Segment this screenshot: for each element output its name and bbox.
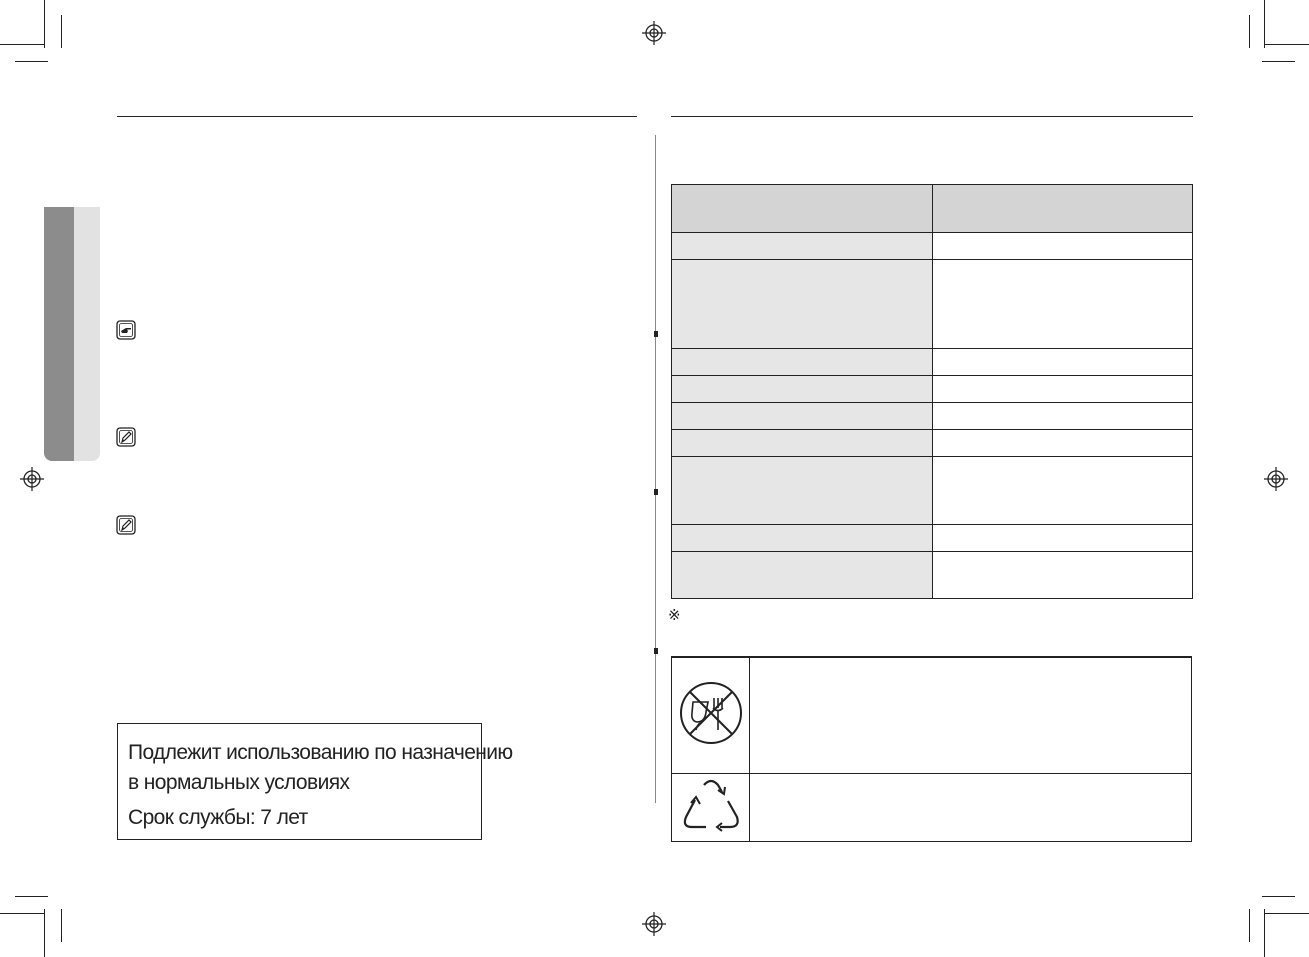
spec-value-cell bbox=[932, 430, 1193, 457]
table-row bbox=[672, 657, 1192, 773]
table-row bbox=[672, 430, 1193, 457]
service-life-box bbox=[117, 723, 513, 840]
table-row bbox=[672, 552, 1193, 599]
gutter-line bbox=[655, 135, 656, 803]
table-row bbox=[672, 457, 1193, 525]
registration-mark-icon bbox=[641, 20, 667, 46]
spec-value-cell bbox=[932, 349, 1193, 376]
table-row bbox=[672, 525, 1193, 552]
spec-key-cell bbox=[672, 376, 933, 403]
spec-key-cell bbox=[672, 233, 933, 260]
table-row bbox=[672, 376, 1193, 403]
symbol-description-cell bbox=[750, 773, 1192, 841]
registration-mark-icon bbox=[1263, 466, 1289, 492]
gutter-marker bbox=[654, 648, 658, 654]
spec-value-cell bbox=[932, 552, 1193, 599]
service-line-3: Срок службы: 7 лет bbox=[128, 806, 308, 829]
spec-key-cell bbox=[672, 403, 933, 430]
section-tab-edge bbox=[74, 207, 100, 461]
spec-value-cell bbox=[932, 260, 1193, 349]
registration-mark-icon bbox=[19, 466, 45, 492]
table-row bbox=[672, 349, 1193, 376]
header-cell bbox=[672, 185, 933, 233]
spec-key-cell bbox=[672, 430, 933, 457]
symbols-table bbox=[671, 656, 1192, 842]
table-row bbox=[672, 773, 1192, 841]
spec-key-cell bbox=[672, 525, 933, 552]
spec-key-cell bbox=[672, 552, 933, 599]
spec-value-cell bbox=[932, 376, 1193, 403]
footnote-symbol: ※ bbox=[668, 606, 681, 624]
service-line-1: Подлежит использованию по назначению bbox=[128, 741, 513, 764]
spec-key-cell bbox=[672, 260, 933, 349]
gutter-marker bbox=[654, 331, 658, 337]
spec-key-cell bbox=[672, 349, 933, 376]
spec-value-cell bbox=[932, 457, 1193, 525]
symbol-icon-cell bbox=[672, 657, 750, 773]
header-cell bbox=[932, 185, 1193, 233]
gutter-marker bbox=[654, 489, 658, 495]
spec-key-cell bbox=[672, 457, 933, 525]
recycle-triangle-icon bbox=[680, 775, 742, 835]
spec-value-cell bbox=[932, 525, 1193, 552]
pointing-hand-note-icon bbox=[116, 320, 136, 340]
table-row bbox=[672, 233, 1193, 260]
spec-value-cell bbox=[932, 233, 1193, 260]
table-row bbox=[672, 403, 1193, 430]
symbol-icon-cell bbox=[672, 773, 750, 841]
pen-note-icon bbox=[116, 515, 136, 535]
service-line-2: в нормальных условиях bbox=[128, 771, 350, 794]
symbol-description-cell bbox=[750, 657, 1192, 773]
no-food-contact-icon bbox=[676, 678, 746, 748]
pen-note-icon bbox=[116, 427, 136, 447]
table-row bbox=[672, 260, 1193, 349]
section-tab bbox=[44, 207, 74, 461]
registration-mark-icon bbox=[641, 911, 667, 937]
left-header-rule bbox=[117, 116, 637, 117]
right-header-rule bbox=[671, 116, 1193, 117]
spec-value-cell bbox=[932, 403, 1193, 430]
specifications-table bbox=[671, 184, 1193, 599]
table-header-row bbox=[672, 185, 1193, 233]
